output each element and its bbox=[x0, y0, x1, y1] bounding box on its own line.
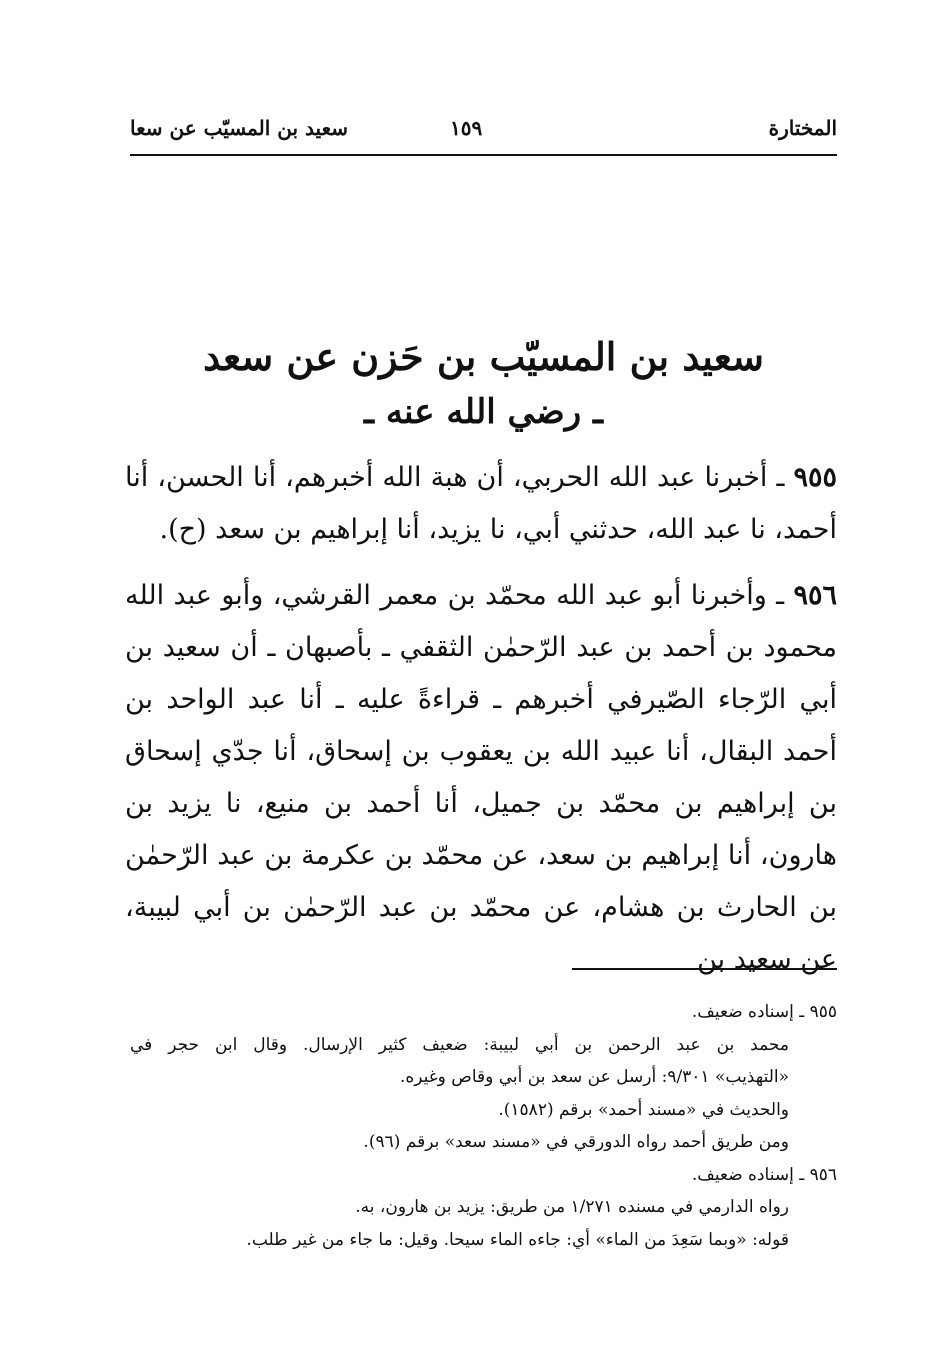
page-number: ١٥٩ bbox=[450, 116, 483, 140]
hadith-956 bbox=[125, 570, 837, 986]
hadith-text: ـ أخبرنا عبد الله الحربي، أن هبة الله أخبرهم، أنا الحسن، أنا أحمد، نا عبد الله، حدثني أبي، نا يزيد، أنا إبراهيم بن سعد (ح). bbox=[125, 462, 837, 545]
footnote-955-heading: ٩٥٥ ـ إسناده ضعيف. bbox=[691, 1002, 837, 1022]
chapter-title: سعيد بن المسيّب بن حَزن عن سعد bbox=[203, 334, 764, 379]
footnotes bbox=[130, 996, 837, 1256]
chapter-subtitle: ـ رضي الله عنه ـ bbox=[364, 392, 603, 432]
header-chapter-title: سعيد بن المسيّب عن سعا bbox=[130, 116, 348, 140]
footnote-956-line: رواه الدارمي في مسنده ١/٢٧١ من طريق: يزيد بن هارون، به. bbox=[355, 1197, 789, 1217]
hadith-number: ٩٥٥ bbox=[793, 462, 837, 493]
running-header bbox=[130, 112, 837, 156]
header-book-title: المختارة bbox=[768, 116, 837, 140]
footnote-956-heading: ٩٥٦ ـ إسناده ضعيف. bbox=[691, 1164, 837, 1185]
footnote-separator bbox=[572, 968, 837, 970]
footnote-955-line: «التهذيب» ٩/٣٠١: أرسل عن سعد بن أبي وقاص وغيره. bbox=[399, 1067, 789, 1087]
footnote-956-line: قوله: «وبما سَعِدَ من الماء» أي: جاءه الماء سيحا. وقيل: ما جاء من غير طلب. bbox=[246, 1229, 789, 1250]
hadith-text: ـ وأخبرنا أبو عبد الله محمّد بن معمر القرشي، وأبو عبد الله محمود بن أحمد بن عبد الرّحمٰن الثقفي ـ بأصبهان ـ أن سعيد بن أبي الرّجاء الصّيرفي أخبرهم ـ قراءةً عليه ـ أنا عبد الواحد بن أحمد البقال، أنا عبيد الله بن يعقوب بن إسحاق، أنا جدّي إسحاق بن إبراهيم بن محمّد بن جميل، أنا أحمد بن منيع، نا يزيد بن هارون، أنا إبراهيم بن سعد، عن محمّد بن عكرمة بن عبد الرّحمٰن بن الحارث بن هشام، عن محمّد بن عبد الرّحمٰن بن أبي لبيبة، عن سعيد بن bbox=[125, 580, 837, 975]
footnote-955-line: والحديث في «مسند أحمد» برقم (١٥٨٢). bbox=[498, 1099, 789, 1120]
footnote-955-line: محمد بن عبد الرحمن بن أبي لبيبة: ضعيف كثير الإرسال. وقال ابن حجر في bbox=[130, 1034, 789, 1055]
hadith-number: ٩٥٦ bbox=[793, 580, 837, 611]
footnote-955-line: ومن طريق أحمد رواه الدورقي في «مسند سعد» برقم (٩٦). bbox=[363, 1132, 789, 1152]
hadith-955 bbox=[125, 452, 837, 556]
